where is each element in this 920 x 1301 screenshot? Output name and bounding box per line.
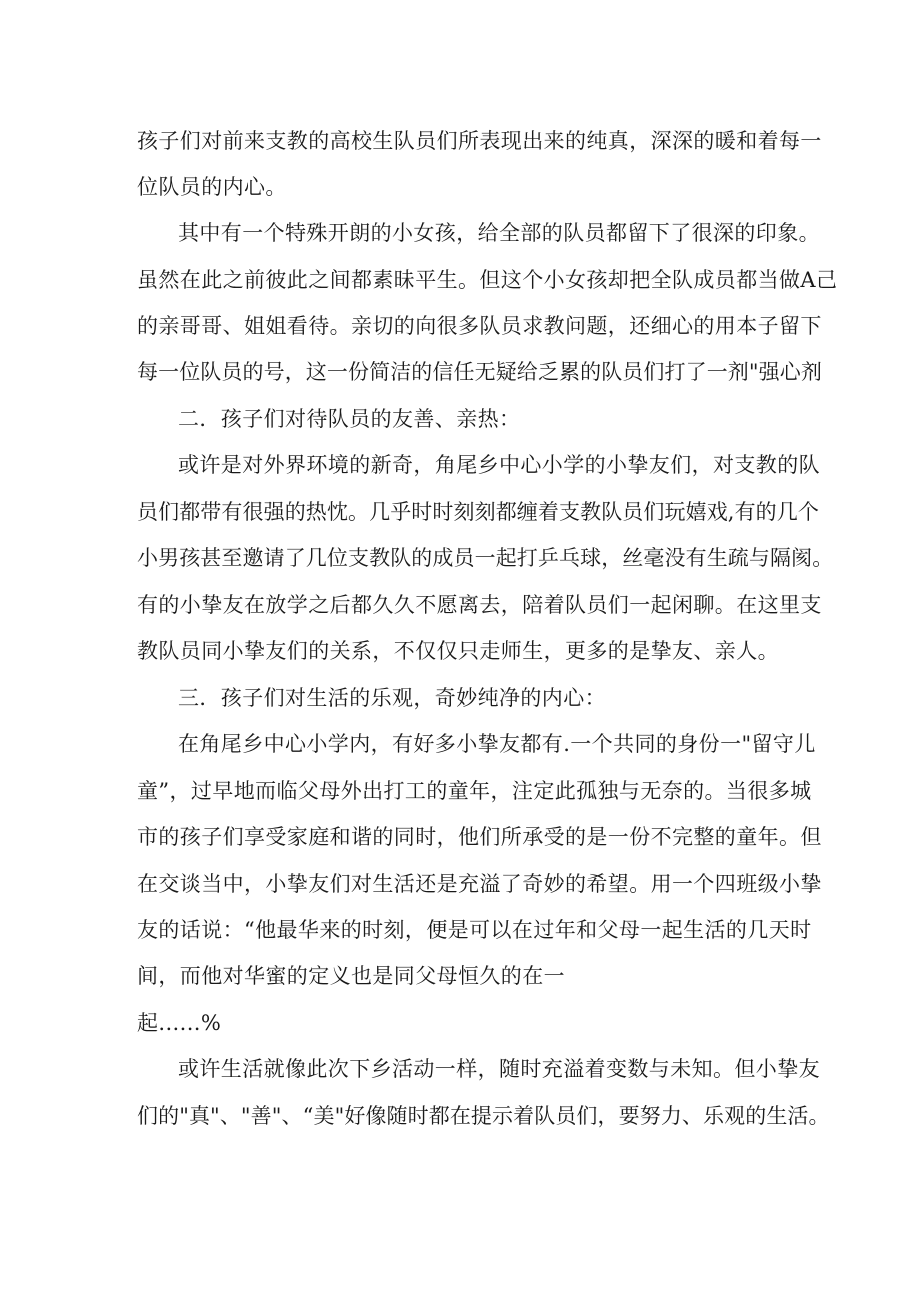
text-line: 童”，过早地而临父母外出打工的童年，注定此孤独与无奈的。当很多城: [137, 779, 812, 803]
section-heading: 二．孩子们对待队员的友善、亲热：: [178, 407, 521, 431]
text-line: 在交谈当中，小挚友们对生活还是充溢了奇妙的希望。用一个四班级小挚: [137, 872, 822, 896]
text-line: 市的孩子们享受家庭和谐的同时，他们所承受的是一份不完整的童年。但: [137, 825, 822, 849]
text-line: 们的"真"、"善"、“美"好像随时都在提示着队员们，要努力、乐观的生活。: [137, 1104, 830, 1128]
text-line: 的亲哥哥、姐姐看待。亲切的向很多队员求教问题，还细心的用本子留下: [137, 314, 822, 338]
text-line: 其中有一个特殊开朗的小女孩，给全部的队员都留下了很深的印象。: [178, 221, 820, 245]
text-line: 小男孩甚至邀请了几位支教队的成员一起打乒乓球，丝毫没有生疏与隔阂。: [137, 546, 834, 570]
text-line: 员们都带有很强的热忱。几乎时时刻刻都缠着支教队员们玩嬉戏,有的几个: [137, 500, 819, 524]
text-line: 友的话说：“他最华来的时刻，便是可以在过年和父母一起生活的几天时: [137, 918, 812, 942]
text-line: 间，而他对华蜜的定义也是同父母恒久的在一: [137, 964, 565, 988]
text-line: 每一位队员的号，这一份简洁的信任无疑给乏累的队员们打了一剂"强心剂: [137, 360, 822, 384]
text-line: 教队员同小挚友们的关系，不仅仅只走师生，更多的是挚友、亲人。: [137, 639, 779, 663]
text-line: 位队员的内心。: [137, 175, 287, 199]
text-line: 或许生活就像此次下乡活动一样，随时充溢着变数与未知。但小挚友: [178, 1057, 820, 1081]
text-line: 有的小挚友在放学之后都久久不愿离去，陪着队员们一起闲聊。在这里支: [137, 593, 822, 617]
text-line: 或许是对外界环境的新奇，角尾乡中心小学的小挚友们，对支教的队: [178, 453, 820, 477]
section-heading: 三．孩子们对生活的乐观，奇妙纯净的内心：: [178, 686, 606, 710]
text-line: 孩子们对前来支教的高校生队员们所表现出来的纯真，深深的暖和着每一: [137, 129, 822, 153]
text-line: 在角尾乡中心小学内，有好多小挚友都有.一个共同的身份一"留守儿: [178, 732, 816, 756]
text-line: 虽然在此之前彼此之间都素昧平生。但这个小女孩却把全队成员都当做A己: [137, 268, 838, 292]
text-line: 起......%: [137, 1011, 222, 1035]
